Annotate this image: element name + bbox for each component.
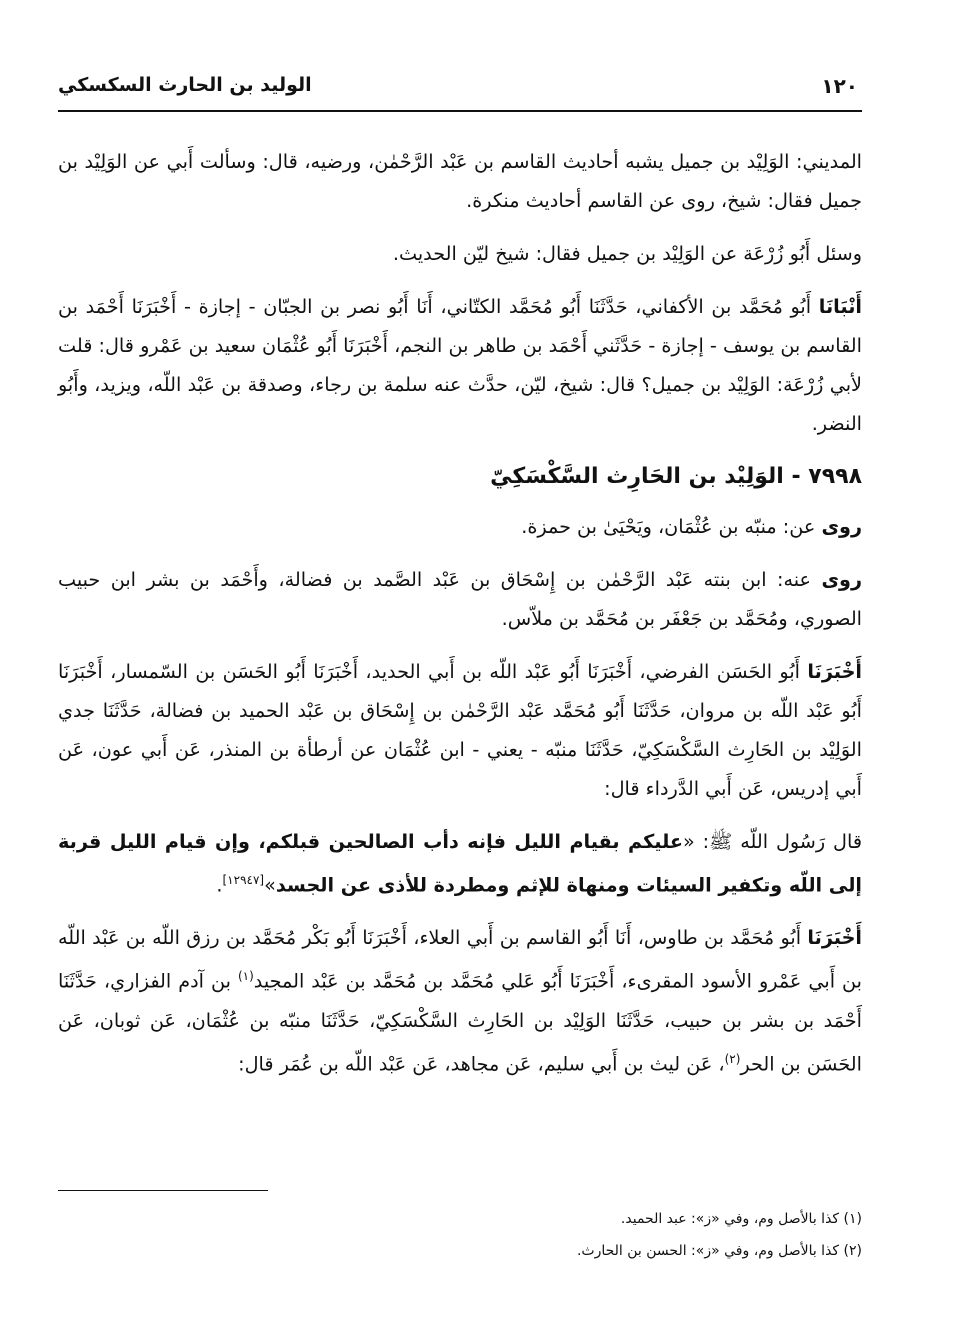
paragraph-text: بن آدم الفزاري، حَدَّثَنَا أَحْمَد بن بشر بن حبيب، حَدَّثَنَا الوَلِيْد بن الحَارِث السَّكْسَكِيّ، حَدَّثَنَا منبّه بن عُثْمَان، عَن ثوبان، عَن الحَسَن بن الحر — [58, 969, 862, 1076]
paragraph-text: عن: منبّه بن عُثْمَان، ويَحْيَىٰ بن حمزة. — [521, 515, 816, 538]
paragraph-text: أَبُو مُحَمَّد بن الأكفاني، حَدَّثَنَا أَبُو مُحَمَّد الكتّاني، أَنَا أَبُو نصر بن الجبّان - إجازة - أَخْبَرَنَا أَحْمَد بن القاسم بن يوسف - إجازة - حَدَّثَني أَحْمَد بن طاهر بن النجم، أَخْبَرَنَا أَبُو عُثْمَان سعيد بن عَمْرو قال: قلت لأبي زُرْعَة: الوَلِيْد بن جميل؟ قال: شيخ، ليّن، حدَّث عنه سلمة بن رجاء، وصدقة بن عَبْد اللّه، ويزيد، وأَبُو النضر. — [58, 295, 862, 435]
paragraph — [58, 560, 862, 638]
paragraph — [58, 918, 862, 1083]
hadith-text: عليكم بقيام الليل فإنه دأب الصالحين قبلكم، وإن قيام الليل قربة إلى اللّه وتكفير السيئات ومنهاة للإثم ومطردة للأذى عن الجسد — [58, 830, 862, 897]
paragraph: وسئل أَبُو زُرْعَة عن الوَلِيْد بن جميل فقال: شيخ ليّن الحديث. — [392, 242, 862, 265]
hadith-intro: قال رَسُول اللّه ﷺ: « — [683, 830, 862, 853]
page-number: ١٢٠ — [821, 74, 858, 98]
hadith-paragraph — [58, 822, 862, 904]
footnotes — [58, 1203, 862, 1267]
body-text — [58, 142, 862, 1083]
paragraph-lead: روى — [821, 568, 862, 591]
hadith-close: » — [264, 873, 276, 897]
header-rule — [58, 110, 862, 112]
footnote-rule — [58, 1190, 268, 1191]
paragraph-lead: أَخْبَرَنَا — [807, 926, 862, 950]
book-page — [58, 60, 862, 1259]
paragraph-lead: أَخْبَرَنَا — [807, 660, 862, 683]
footnote: (١) كذا بالأصل وم، وفي «ز»: عبد الحميد. — [620, 1211, 862, 1227]
paragraph — [58, 652, 862, 808]
paragraph — [58, 507, 862, 546]
hadith-end: . — [216, 873, 223, 897]
hadith-reference: [١٢٩٤٧] — [222, 873, 265, 887]
paragraph-text: ، عَن ليث بن أَبي سليم، عَن مجاهد، عَن عَبْد اللّه بن عُمَر قال: — [238, 1052, 725, 1076]
footnote-marker: (٢) — [724, 1051, 741, 1066]
running-title: الوليد بن الحارث السكسكي — [58, 74, 312, 96]
footnote-marker: (١) — [237, 969, 254, 984]
paragraph-text: أَبُو مُحَمَّد بن طاوس، أَنَا أَبُو القاسم بن أَبي العلاء، أَخْبَرَنَا أَبُو بَكْر مُحَمَّد بن رزق اللّه بن عَبْد اللّه بن أَبي عَمْرو الأسود المقرىء، أَخْبَرَنَا أَبُو عَلي مُحَمَّد بن مُحَمَّد بن عَبْد المجيد — [58, 926, 862, 993]
page-header — [58, 60, 862, 112]
paragraph-lead: أَنْبَانَا — [818, 295, 862, 318]
footnote: (٢) كذا بالأصل وم، وفي «ز»: الحسن بن الحارث. — [576, 1243, 862, 1259]
paragraph: المديني: الوَلِيْد بن جميل يشبه أحاديث القاسم بن عَبْد الرَّحْمٰن، ورضيه، قال: وسألت أَبي عن الوَلِيْد بن جميل فقال: شيخ، روى عن القاسم أحاديث منكرة. — [58, 150, 862, 212]
paragraph-lead: روى — [821, 515, 862, 538]
paragraph-text: عنه: ابن بنته عَبْد الرَّحْمٰن بن إِسْحَاق بن عَبْد الصَّمد بن فضالة، وأَحْمَد بن بشر ابن حبيب الصوري، ومُحَمَّد بن جَعْفَر بن مُحَمَّد بن ملاّس. — [58, 568, 862, 630]
paragraph — [58, 287, 862, 443]
entry-title: ٧٩٩٨ - الوَلِيْد بن الحَارِث السَّكْسَكِيّ — [490, 464, 862, 489]
paragraph-text: أَبُو الحَسَن الفرضي، أَخْبَرَنَا أَبُو عَبْد اللّه بن أَبي الحديد، أَخْبَرَنَا أَبُو الحَسَن بن السّمسار، أَخْبَرَنَا أَبُو عَبْد اللّه بن مروان، حَدَّثَنَا أَبُو مُحَمَّد عَبْد الرَّحْمٰن بن إِسْحَاق بن عَبْد الحميد بن فضالة، حَدَّثَنَا جدي الوَلِيْد بن الحَارِث السَّكْسَكِيّ، حَدَّثَنَا منبّه - يعني - ابن عُثْمَان عن أرطأة بن المنذر، عَن أَبي عون، عَن أَبي إدريس، عَن أَبي الدَّرداء قال: — [58, 660, 862, 800]
